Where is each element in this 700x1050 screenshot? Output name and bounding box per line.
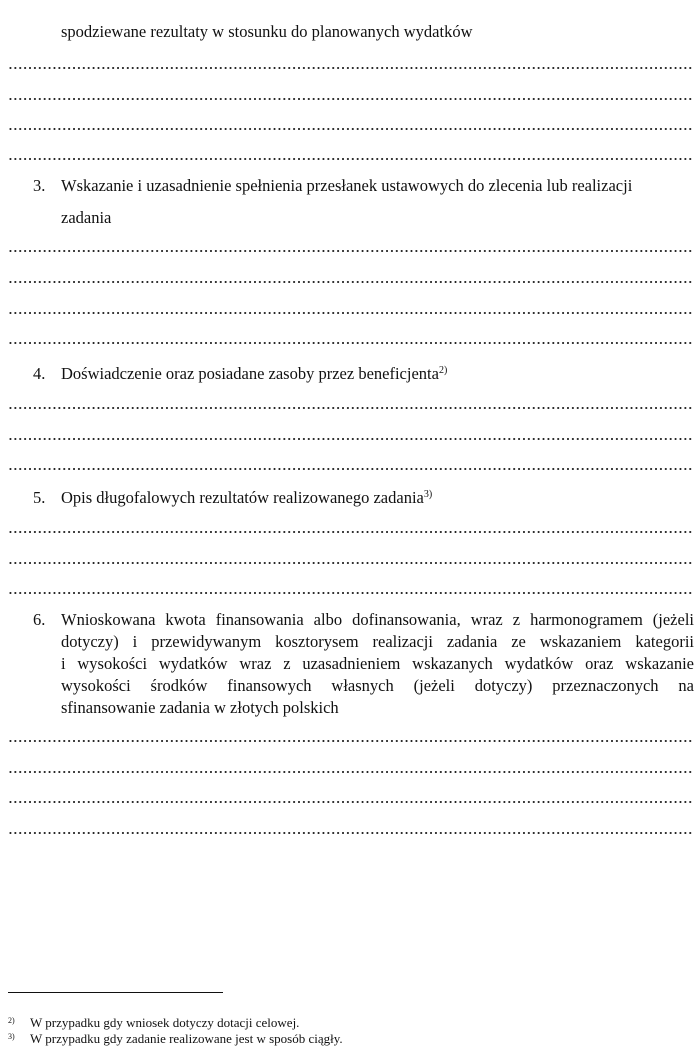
fill-line[interactable] (8, 530, 694, 534)
section-number: 3. (33, 176, 46, 195)
footnote-mark: 2) (8, 1016, 15, 1025)
intro-line: spodziewane rezultaty w stosunku do planowanych wydatków (61, 22, 473, 41)
fill-line[interactable] (8, 249, 694, 253)
section-heading (61, 487, 432, 509)
section-heading-line: dotyczy) i przewidywanym kosztorysem realizacji zadania ze wskazaniem kategorii (61, 632, 694, 651)
fill-line[interactable] (8, 97, 694, 101)
section-heading-text: Opis długofalowych rezultatów realizowanego zadania (61, 488, 424, 507)
fill-line[interactable] (8, 561, 694, 565)
fill-line[interactable] (8, 437, 694, 441)
fill-line[interactable] (8, 406, 694, 410)
fill-line[interactable] (8, 800, 694, 804)
fill-line[interactable] (8, 591, 694, 595)
fill-line[interactable] (8, 467, 694, 471)
fill-line[interactable] (8, 831, 694, 835)
section-heading-line: sfinansowanie zadania w złotych polskich (61, 698, 339, 717)
fill-line[interactable] (8, 280, 694, 284)
footnote-text: W przypadku gdy zadanie realizowane jest w sposób ciągły. (30, 1031, 343, 1046)
fill-line[interactable] (8, 341, 694, 345)
section-heading-line: Wskazanie i uzasadnienie spełnienia przesłanek ustawowych do zlecenia lub realizacji (61, 176, 633, 195)
footnote-separator (8, 992, 223, 993)
fill-line[interactable] (8, 739, 694, 743)
footnote-mark: 3) (8, 1032, 15, 1041)
footnote-ref[interactable]: 3) (423, 489, 433, 500)
footnote-ref[interactable]: 2) (438, 365, 448, 376)
section-number: 5. (33, 488, 46, 507)
section-heading (61, 609, 694, 719)
section-heading (61, 363, 447, 385)
fill-line[interactable] (8, 311, 694, 315)
footnote-2 (8, 1013, 299, 1030)
fill-line[interactable] (8, 770, 694, 774)
fill-line[interactable] (8, 127, 694, 131)
section-heading-line: zadania (61, 208, 112, 227)
section-heading-line: i wysokości wydatków wraz z uzasadnieniem wskazanych wydatków oraz wskazanie (61, 654, 694, 673)
section-heading-line: wysokości środków finansowych własnych (jeżeli dotyczy) przeznaczonych na (61, 676, 694, 695)
fill-line[interactable] (8, 157, 694, 161)
footnote-text: W przypadku gdy wniosek dotyczy dotacji celowej. (30, 1015, 300, 1030)
section-heading-text: Doświadczenie oraz posiadane zasoby przez beneficjenta (61, 364, 439, 383)
footnote-3 (8, 1029, 343, 1046)
section-number: 4. (33, 364, 46, 383)
section-number: 6. (33, 610, 46, 629)
section-heading-line: Wnioskowana kwota finansowania albo dofinansowania, wraz z harmonogramem (jeżeli (61, 610, 694, 629)
fill-line[interactable] (8, 66, 694, 70)
